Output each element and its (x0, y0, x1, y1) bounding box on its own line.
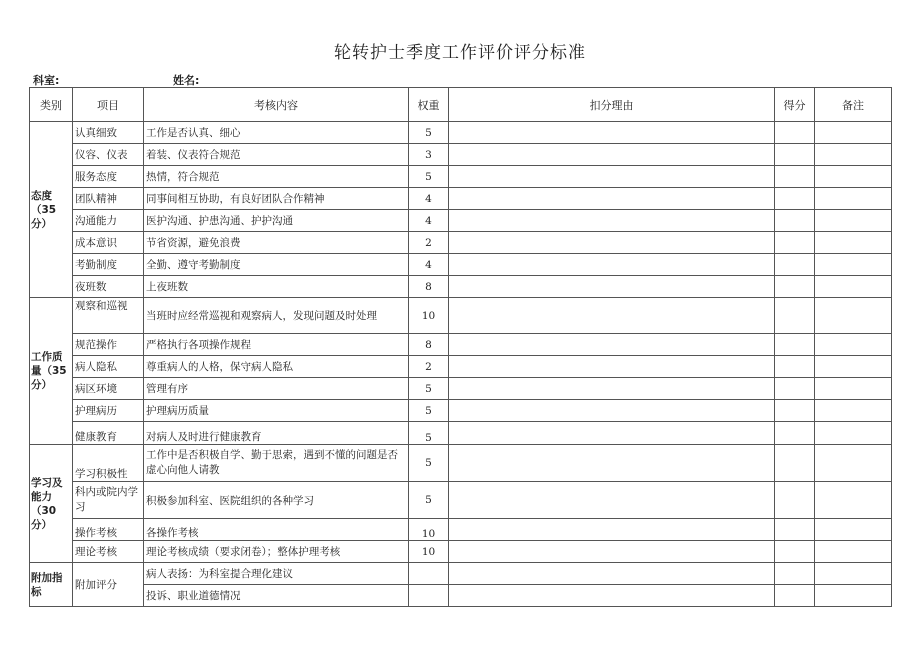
item-cell: 学习积极性 (73, 445, 144, 482)
item-cell: 观察和巡视 (73, 298, 144, 334)
table-row (30, 400, 892, 422)
weight-cell: 8 (409, 334, 449, 356)
item-cell: 服务态度 (73, 166, 144, 188)
score-cell[interactable] (775, 585, 815, 607)
header-score: 得分 (775, 88, 815, 122)
score-cell[interactable] (775, 188, 815, 210)
content-cell: 护理病历质量 (144, 400, 409, 422)
weight-cell: 5 (409, 422, 449, 445)
header-item: 项目 (73, 88, 144, 122)
weight-cell: 5 (409, 400, 449, 422)
table-row (30, 563, 892, 585)
content-cell: 热情，符合规范 (144, 166, 409, 188)
weight-cell: 5 (409, 378, 449, 400)
item-cell: 认真细致 (73, 122, 144, 144)
deduction-cell[interactable] (449, 166, 775, 188)
deduction-cell[interactable] (449, 356, 775, 378)
weight-cell: 5 (409, 482, 449, 519)
score-cell[interactable] (775, 422, 815, 445)
deduction-cell[interactable] (449, 445, 775, 482)
deduction-cell[interactable] (449, 519, 775, 541)
table-row (30, 188, 892, 210)
score-cell[interactable] (775, 519, 815, 541)
header-content: 考核内容 (144, 88, 409, 122)
content-cell: 节省资源，避免浪费 (144, 232, 409, 254)
remarks-cell[interactable] (815, 541, 892, 563)
score-cell[interactable] (775, 400, 815, 422)
score-cell[interactable] (775, 356, 815, 378)
score-cell[interactable] (775, 276, 815, 298)
header-deduction-reason: 扣分理由 (449, 88, 775, 122)
weight-cell: 3 (409, 144, 449, 166)
remarks-cell[interactable] (815, 166, 892, 188)
content-cell: 医护沟通、护患沟通、护护沟通 (144, 210, 409, 232)
remarks-cell[interactable] (815, 400, 892, 422)
score-cell[interactable] (775, 144, 815, 166)
weight-cell: 5 (409, 122, 449, 144)
weight-cell: 4 (409, 254, 449, 276)
content-cell: 当班时应经常巡视和观察病人，发现问题及时处理 (144, 298, 409, 334)
content-cell: 工作中是否积极自学、勤于思索，遇到不懂的问题是否虚心向他人请教 (144, 445, 409, 482)
remarks-cell[interactable] (815, 563, 892, 585)
weight-cell: 4 (409, 188, 449, 210)
deduction-cell[interactable] (449, 210, 775, 232)
category-attitude: 态度（35分） (30, 122, 73, 298)
header-remarks: 备注 (815, 88, 892, 122)
deduction-cell[interactable] (449, 400, 775, 422)
table-row (30, 356, 892, 378)
weight-cell: 8 (409, 276, 449, 298)
deduction-cell[interactable] (449, 276, 775, 298)
evaluation-table (29, 87, 892, 607)
remarks-cell[interactable] (815, 254, 892, 276)
remarks-cell[interactable] (815, 334, 892, 356)
item-cell: 成本意识 (73, 232, 144, 254)
content-cell: 上夜班数 (144, 276, 409, 298)
remarks-cell[interactable] (815, 210, 892, 232)
weight-cell: 4 (409, 210, 449, 232)
category-learning: 学习及能力（30分） (30, 445, 73, 563)
deduction-cell[interactable] (449, 144, 775, 166)
table-row (30, 519, 892, 541)
item-cell: 理论考核 (73, 541, 144, 563)
item-cell: 考勤制度 (73, 254, 144, 276)
weight-cell: 5 (409, 166, 449, 188)
score-cell[interactable] (775, 541, 815, 563)
score-cell[interactable] (775, 166, 815, 188)
score-cell[interactable] (775, 445, 815, 482)
deduction-cell[interactable] (449, 422, 775, 445)
remarks-cell[interactable] (815, 298, 892, 334)
remarks-cell[interactable] (815, 356, 892, 378)
table-row (30, 585, 892, 607)
table-row (30, 166, 892, 188)
content-cell: 着装、仪表符合规范 (144, 144, 409, 166)
content-cell: 同事间相互协助，有良好团队合作精神 (144, 188, 409, 210)
weight-cell: 10 (409, 519, 449, 541)
table-row (30, 422, 892, 445)
weight-cell: 2 (409, 356, 449, 378)
header-weight: 权重 (409, 88, 449, 122)
table-row (30, 298, 892, 334)
deduction-cell[interactable] (449, 541, 775, 563)
score-cell[interactable] (775, 210, 815, 232)
deduction-cell[interactable] (449, 482, 775, 519)
deduction-cell[interactable] (449, 334, 775, 356)
item-cell: 团队精神 (73, 188, 144, 210)
deduction-cell[interactable] (449, 298, 775, 334)
table-row (30, 144, 892, 166)
item-cell: 健康教育 (73, 422, 144, 445)
content-cell: 投诉、职业道德情况 (144, 585, 409, 607)
deduction-cell[interactable] (449, 232, 775, 254)
item-cell: 附加评分 (73, 563, 144, 607)
content-cell: 积极参加科室、医院组织的各种学习 (144, 482, 409, 519)
remarks-cell[interactable] (815, 144, 892, 166)
deduction-cell[interactable] (449, 378, 775, 400)
weight-cell: 2 (409, 232, 449, 254)
department-label: 科室: (33, 74, 60, 87)
item-cell: 操作考核 (73, 519, 144, 541)
item-cell: 科内或院内学习 (73, 482, 144, 519)
remarks-cell[interactable] (815, 519, 892, 541)
content-cell: 各操作考核 (144, 519, 409, 541)
item-cell: 仪容、仪表 (73, 144, 144, 166)
table-row (30, 276, 892, 298)
score-cell[interactable] (775, 563, 815, 585)
content-cell: 工作是否认真、细心 (144, 122, 409, 144)
weight-cell (409, 585, 449, 607)
table-row (30, 232, 892, 254)
item-cell: 病区环境 (73, 378, 144, 400)
score-cell[interactable] (775, 378, 815, 400)
weight-cell (409, 563, 449, 585)
remarks-cell[interactable] (815, 276, 892, 298)
remarks-cell[interactable] (815, 122, 892, 144)
remarks-cell[interactable] (815, 188, 892, 210)
remarks-cell[interactable] (815, 445, 892, 482)
weight-cell: 5 (409, 445, 449, 482)
score-cell[interactable] (775, 298, 815, 334)
header-row (30, 88, 892, 122)
table-row (30, 378, 892, 400)
content-cell: 理论考核成绩（要求闭卷）；整体护理考核 (144, 541, 409, 563)
name-label: 姓名: (173, 74, 200, 87)
deduction-cell[interactable] (449, 563, 775, 585)
remarks-cell[interactable] (815, 482, 892, 519)
score-cell[interactable] (775, 122, 815, 144)
deduction-cell[interactable] (449, 585, 775, 607)
table-row (30, 254, 892, 276)
content-cell: 对病人及时进行健康教育 (144, 422, 409, 445)
deduction-cell[interactable] (449, 254, 775, 276)
item-cell: 沟通能力 (73, 210, 144, 232)
category-quality: 工作质量（35分） (30, 298, 73, 445)
item-cell: 护理病历 (73, 400, 144, 422)
item-cell: 病人隐私 (73, 356, 144, 378)
table-row (30, 122, 892, 144)
weight-cell: 10 (409, 541, 449, 563)
deduction-cell[interactable] (449, 122, 775, 144)
score-cell[interactable] (775, 334, 815, 356)
table-row (30, 334, 892, 356)
table-row (30, 541, 892, 563)
score-cell[interactable] (775, 232, 815, 254)
page-title: 轮转护士季度工作评价评分标准 (334, 43, 586, 63)
table-row (30, 482, 892, 519)
content-cell: 严格执行各项操作规程 (144, 334, 409, 356)
score-cell[interactable] (775, 482, 815, 519)
content-cell: 管理有序 (144, 378, 409, 400)
table-row (30, 210, 892, 232)
remarks-cell[interactable] (815, 378, 892, 400)
header-category: 类别 (30, 88, 73, 122)
content-cell: 尊重病人的人格，保守病人隐私 (144, 356, 409, 378)
table-row (30, 445, 892, 482)
remarks-cell[interactable] (815, 422, 892, 445)
item-cell: 规范操作 (73, 334, 144, 356)
remarks-cell[interactable] (815, 232, 892, 254)
content-cell: 病人表扬：为科室提合理化建议 (144, 563, 409, 585)
weight-cell: 10 (409, 298, 449, 334)
score-cell[interactable] (775, 254, 815, 276)
category-extra: 附加指标 (30, 563, 73, 607)
deduction-cell[interactable] (449, 188, 775, 210)
item-cell: 夜班数 (73, 276, 144, 298)
remarks-cell[interactable] (815, 585, 892, 607)
content-cell: 全勤、遵守考勤制度 (144, 254, 409, 276)
